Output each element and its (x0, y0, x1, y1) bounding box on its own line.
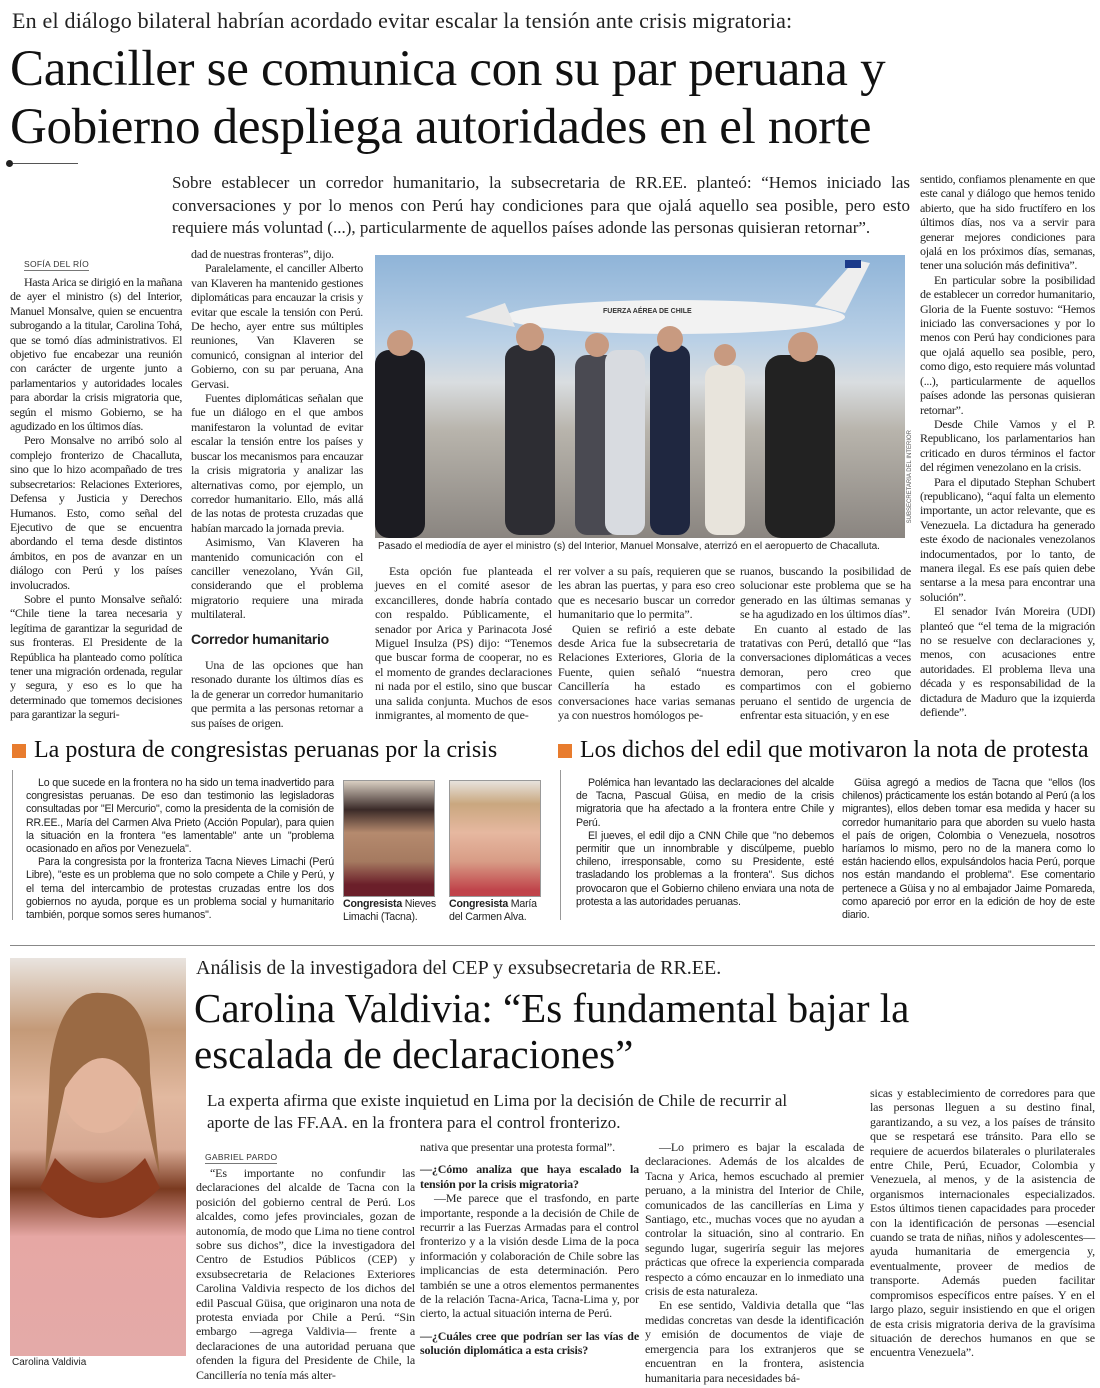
box-title: Los dichos del edil que motivaron la nota de protesta (580, 737, 1089, 763)
answer: —Me parece que el trasfondo, en parte importante, responde a la decisión de Chile de recurrir a las Fuerzas Armadas para el control fronterizo y a la visión desde Lima de la poca información y colaboración de Chile sobre las implicancias de esta determinación. Pero también se une a otros elementos permanentes de la relación Tacna-Arica, Tacna-Lima y, por cierto, la actual situación interna de Perú. (420, 1191, 639, 1321)
caption-text: Nieves Limachi (Tacna). (343, 898, 436, 923)
paragraph: sicas y establecimiento de corredores para que las personas lleguen a su destino final, garantizando, a su vez, a los países de tránsito que se respetará ese tránsito. Para ello se requiere de acuerdos bilaterales o plurilaterales entre Chile, Perú, Ecuador, Colombia y Venezuela, al menos, y de la asistencia de organismos internacionales especializados. Estos últimos tienen capacidades para proceder con la identificación de personas —esencial cuando se trata de niñas, niños y adolescentes— ayuda humanitaria de emergencia y, eventualmente, proveer de medios de transporte. Además pueden facilitar compromisos específicos entre países. Y en el largo plazo, seguir insistiendo en que el origen de esta crisis migratoria deriva de la gravísima situación de derechos humanos en que se encuentra Venezuela”. (870, 1086, 1095, 1360)
column-5 (740, 564, 911, 722)
byline: SOFÍA DEL RÍO (24, 259, 89, 269)
section-divider (10, 945, 1095, 946)
paragraph: Para el diputado Stephan Schubert (republicano), “aquí falta un elemento importante, un actor relevante, que es Venezuela. La dictadura ha generado este éxodo de nacionales venezolanos indocumentados, por lo tanto, de manera ilegal. Es ese país quien debe sentarse a la mesa para encontrar una solución”. (920, 474, 1095, 604)
article-kicker: En el diálogo bilateral habrían acordado evitar escalar la tensión ante crisis migratoria: (12, 8, 793, 33)
caption-bold: Congresista (343, 898, 403, 910)
paragraph: sentido, confiamos plenamente en que este canal y diálogo que hemos tenido abierto, que ha sido fructífero en los últimos días, nos va a servir para generar mejores condiciones para ojalá en los próximos días, semanas, tener una solución más definitiva”. (920, 172, 1095, 273)
interview-column-1 (196, 1166, 415, 1382)
box-right-col1 (576, 777, 834, 909)
interview-column-4 (870, 1086, 1095, 1360)
airport-photo (375, 255, 905, 538)
headline-line: escalada de declaraciones” (194, 1031, 634, 1077)
paragraph: nativa que presentar una protesta formal”. (420, 1140, 615, 1154)
column-1 (10, 275, 182, 722)
box-right-col2 (842, 777, 1095, 922)
photo-caption (343, 898, 440, 923)
paragraph: El jueves, el edil dijo a CNN Chile que "no debemos permitir que un innombrable y discúlpeme, pueblo chileno, irresponsable, como su Presidente, esté trasladando los problemas a la frontera". Sus dichos provocaron que el Gobierno chileno enviara una nota de protesta a las autoridades peruanas. (576, 829, 834, 908)
interview-deck: La experta afirma que existe inquietud en Lima por la decisión de Chile de recurrir al aporte de las FF.AA. en la frontera para el control fronterizo. (207, 1091, 788, 1132)
paragraph: Hasta Arica se dirigió en la mañana de ayer el ministro (s) del Interior, Manuel Monsalve, quien se encuentra subrogando a la titular, Carolina Tohá, que se tomó días administrativos. El objetivo fue encabezar una reunión con carácter de urgente junto a parlamentarios y autoridades locales para abordar la crisis migratoria que, según el mismo Gobierno, se ha agudizado en los últimos días. (10, 275, 182, 434)
paragraph: Esta opción fue planteada el jueves en el comité asesor de excancilleres, donde habría contado con respaldo. Públicamente, el senador por Arica y Parinacota José Miguel Insulza (PS) dijo: “Tenemos que buscar forma de cooperar, no es el momento de grandes declaraciones ni nada por el estilo, sino que buscar una salida conjunta. Muchos de esos inmigrantes, al momento de que- (375, 564, 552, 723)
question: —¿Cuáles cree que podrían ser las vías de solución diplomática a esta crisis? (420, 1328, 639, 1358)
column-6 (920, 172, 1095, 719)
box-title: La postura de congresistas peruanas por la crisis (34, 737, 498, 763)
paragraph: En ese sentido, Valdivia detalla que “las medidas concretas van desde la identificación y emisión de documentos de viaje de emergencia para los extranjeros que se encuentran en la frontera, asistencia humanitaria para necesidades bá- (645, 1298, 864, 1385)
paragraph: Fuentes diplomáticas señalan que fue un diálogo en el que ambos manifestaron la voluntad de evitar escalar la tensión entre los países y buscar los mecanismos para encauzar la crisis migratoria y analizar las alternativas como, por ejemplo, un corredor humanitario. Ello, más allá de las notas de protesta cruzadas que habían marcado la jornada previa. (191, 391, 363, 535)
photo-credit: SUBSECRETARÍA DEL INTERIOR (907, 430, 913, 524)
interview-column-2 (420, 1140, 639, 1358)
paragraph: Polémica han levantado las declaraciones del alcalde de Tacna, Pascual Güisa, en medio de la crisis migratoria que ha afectado a la frontera entre Chile y Perú. (576, 777, 834, 829)
paragraph: El senador Iván Moreira (UDI) planteó que “el tema de la migración no se resuelve con declaraciones y, menos, con acusaciones entre autoridades. El problema lleva una década y es responsabilidad de la dictadura de Maduro que la izquierda defiende”. (920, 604, 1095, 720)
paragraph: dad de nuestras fronteras”, dijo. (191, 247, 334, 261)
article-headline (10, 40, 885, 156)
caption-text: María del Carmen Alva. (449, 898, 537, 923)
paragraph: En cuanto al estado de las tratativas con Perú, detalló que “las conversaciones diplomáticas a veces demoran, pero creo que compartimos con el gobierno peruano el sentido de urgencia de enfrentar esta situación, y en ese (740, 621, 911, 723)
headline-line: Gobierno despliega autoridades en el norte (10, 99, 872, 155)
congresista-limachi-photo (343, 780, 435, 897)
paragraph: Sobre el punto Monsalve señaló: “Chile tiene la tarea necesaria y legítima de garantizar la seguridad de sus fronteras. El Presidente de la República ha planteado como política tener una migración ordenada, regular y segura, y eso es lo que ha determinado que tomemos decisiones para garantizar la seguri- (10, 591, 182, 722)
paragraph: Desde Chile Vamos y el P. Republicano, los parlamentarios han criticado en duros términos el factor del régimen venezolano en la crisis. (920, 416, 1095, 475)
box-border (560, 770, 561, 920)
caption-bold: Congresista (449, 898, 509, 910)
article-deck: Sobre establecer un corredor humanitario, la subsecretaria de RR.EE. planteó: “Hemos iniciado las conversaciones y por lo menos con Perú hay condiciones para que ojalá aquello sea posible, pero esto requiere más voluntad (...), particularmente de aquellos países adonde las personas quisieran retornar”. (172, 173, 910, 237)
paragraph: Quien se refirió a este debate desde Arica fue la subsecretaria de Relaciones Exteriores, Gloria de la Fuente, quien señaló “nuestra Cancillería ha estado es conversaciones hace varias semanas ya con nuestros homólogos pe- (558, 621, 735, 723)
paragraph: Güisa agregó a medios de Tacna que "ellos (los chilenos) prácticamente los están botando al Perú (a los migrantes), ellos deben tomar esa medida y hacer su corredor humanitario para que aborden su vuelo hasta el país de origen, Colombia o Venezuela, nosotros haríamos lo mismo, pero no de la manera como lo están haciendo ellos, expulsándolos hacia Perú, porque nos están mandando el problema". Ese comentario pertenece a Güisa y no al embajador Jaime Pomareda, como apareció por error en la edición de hoy de este diario. (842, 777, 1095, 922)
interview-kicker: Análisis de la investigadora del CEP y exsubsecretaria de RR.EE. (196, 957, 722, 979)
paragraph: ruanos, buscando la posibilidad de solucionar este problema que se ha generado en las últimas semanas y se ha agudizado en los últimos días”. (740, 564, 911, 622)
box-heading-right (558, 737, 1089, 764)
paragraph: Paralelamente, el canciller Alberto van Klaveren ha mantenido gestiones diplomáticas para encauzar la crisis y evitar que escale la tensión con Perú. De hecho, ayer entre sus múltiples reuniones, Van Klaveren se comunicó, consignan al interior del Gobierno, con su par peruana, Ana Gervasi. (191, 261, 363, 391)
paragraph: Lo que sucede en la frontera no ha sido un tema inadvertido para congresistas peruanas. De eso dan testimonio las legisladoras consultadas por "El Mercurio", como la presidenta de la comisión de RR.EE., María del Carmen Alva Prieto (Acción Popular), para quien la situación en la frontera "es lamentable" ante un "problema ocasionado en años por Venezuela". (26, 777, 334, 856)
congresista-alva-photo (449, 780, 541, 897)
byline-wrap (24, 254, 89, 272)
orange-square-icon (12, 744, 26, 758)
byline-wrap (205, 1147, 277, 1165)
photo-caption: Pasado el mediodía de ayer el ministro (s) del Interior, Manuel Monsalve, aterrizó en el aeropuerto de Chacalluta. (378, 541, 880, 552)
interview-headline (194, 985, 909, 1077)
column-4 (558, 564, 735, 722)
column-2 (191, 247, 363, 730)
paragraph: —Lo primero es bajar la escalada de declaraciones. Además de los alcaldes de Tacna y Arica, hemos escuchado al premier peruano, a la ministra del Interior de Chile, comunicados de las cancillerías en Lima y Santiago, etc., muchas voces que no ayudan a controlar la situación, sino al contrario. En segundo lugar, sugeriría seguir las mejores prácticas que ofrece la experiencia comparada respecto a cómo encauzar en lo inmediato una crisis de esta naturaleza. (645, 1140, 864, 1299)
byline: GABRIEL PARDO (205, 1152, 278, 1162)
subheading: Corredor humanitario (191, 630, 329, 647)
plane-fuselage-text: FUERZA AÉREA DE CHILE (603, 308, 692, 315)
paragraph: Pero Monsalve no arribó solo al complejo fronterizo de Chacalluta, sino que lo hizo acompañado de tres subsecretarios: Relaciones Exteriores, Defensa y Justicia y Derechos Humanos. Esto, como señal del Ejecutivo de que se encuentra abordando el tema desde distintos ámbitos, en pos de avanzar en un diálogo con Perú y los países involucrados. (10, 433, 182, 592)
interview-column-3 (645, 1140, 864, 1385)
paragraph: En particular sobre la posibilidad de establecer un corredor humanitario, Gloria de la Fuente sostuvo: “Hemos iniciado las conversaciones y por lo menos con Perú hay condiciones para que ojalá aquello sea posible, pero, como digo, esto requiere más voluntad (...), particularmente de aquellos países adonde las personas quisieran retornar”. (920, 272, 1095, 417)
photo-caption: Carolina Valdivia (12, 1357, 87, 1368)
paragraph: Para la congresista por la fronteriza Tacna Nieves Limachi (Perú Libre), "este es un problema que no solo compete a Chile y Perú, y el tema del intercambio de protestas cruzadas entre los dos gobiernos no ayuda, porque es un problema social y humanitario también, porque somos seres humanos". (26, 856, 334, 922)
plane-and-officials-illustration (375, 255, 905, 538)
paragraph: “Es importante no confundir las declaraciones del alcalde de Tacna con la posición del gobierno central de Perú. Los alcaldes, como jefes provinciales, gozan de autonomía, de modo que Lima no tiene control sobre sus dichos”, dice la investigadora del Centro de Estudios Públicos (CEP) y exsubsecretaria de Relaciones Exteriores Carolina Valdivia respecto de los dichos del edil Pascual Güisa, que originaron una nota de protesta enviada por Chile a Perú. “Sin embargo —agrega Valdivia— frente a declaraciones de una autoridad peruana que ofenden la figura del Presidente de Chile, la Cancillería no tenía más alter- (196, 1166, 415, 1382)
column-3 (375, 564, 552, 722)
divider (10, 163, 78, 164)
headline-line: Carolina Valdivia: “Es fundamental bajar la (194, 985, 910, 1031)
box-heading-left (12, 737, 497, 764)
box-left-text (26, 777, 334, 922)
bullet-dot (6, 160, 13, 167)
paragraph: Una de las opciones que han resonado durante los últimos días es la de generar un corredor humanitario que permita a las personas retornar a sus países de origen. (191, 657, 363, 730)
carolina-valdivia-photo (10, 958, 186, 1356)
paragraph: Asimismo, Van Klaveren ha mantenido comunicación con el canciller venezolano, Yván Gil, considerando que el problema migratorio requiere una mirada multilateral. (191, 535, 363, 622)
orange-square-icon (558, 744, 572, 758)
portrait-illustration (10, 958, 186, 1356)
question: —¿Cómo analiza que haya escalado la tensión por la crisis migratoria? (420, 1162, 639, 1191)
photo-caption (449, 898, 546, 923)
paragraph: rer volver a su país, requieren que se les abran las puertas, y para eso creo que es necesario buscar un corredor humanitario que lo permita”. (558, 564, 735, 622)
headline-line: Canciller se comunica con su par peruana y (10, 41, 886, 97)
box-border (12, 770, 13, 920)
